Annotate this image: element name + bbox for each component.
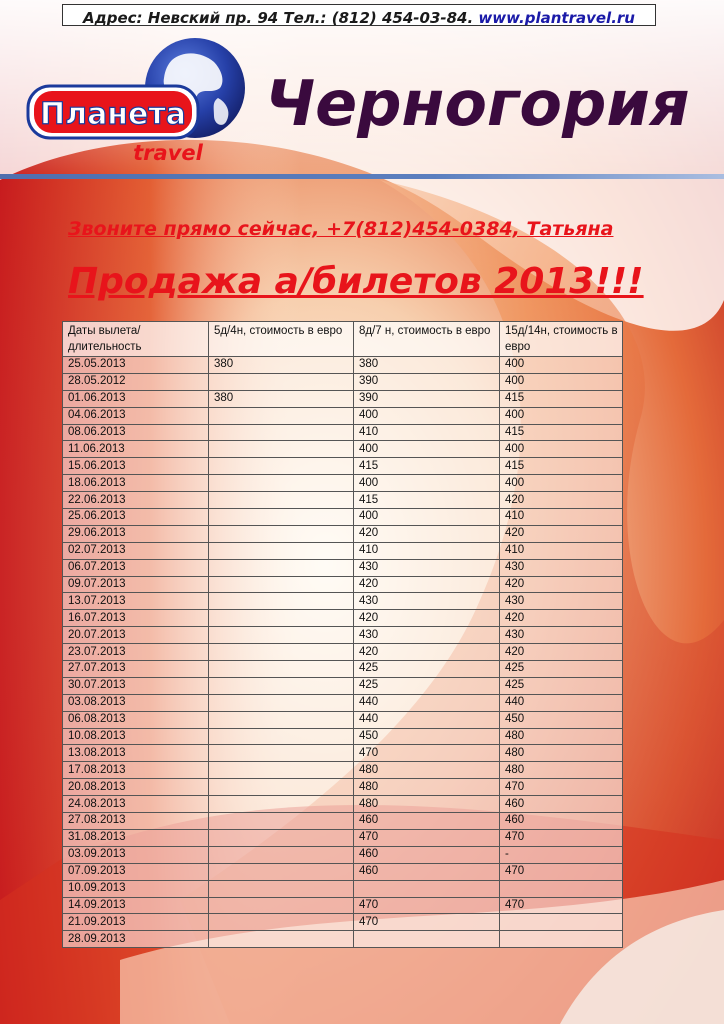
- price-8d-cell: 480: [354, 796, 500, 813]
- table-row: [63, 441, 623, 458]
- table-row: [63, 559, 623, 576]
- price-15d-cell: 470: [500, 829, 623, 846]
- price-8d-cell: 425: [354, 661, 500, 678]
- price-15d-cell: 420: [500, 644, 623, 661]
- date-cell: 13.08.2013: [63, 745, 209, 762]
- date-cell: 16.07.2013: [63, 610, 209, 627]
- address-bar: [62, 4, 656, 26]
- table-row: [63, 475, 623, 492]
- price-8d-cell: 410: [354, 542, 500, 559]
- price-table-body: [63, 357, 623, 948]
- price-8d-cell: 440: [354, 694, 500, 711]
- price-15d-cell: 420: [500, 492, 623, 509]
- price-5d-cell: [209, 694, 354, 711]
- price-15d-cell: 400: [500, 441, 623, 458]
- table-row: [63, 644, 623, 661]
- price-8d-cell: 390: [354, 373, 500, 390]
- price-8d-cell: 430: [354, 593, 500, 610]
- price-15d-cell: 460: [500, 796, 623, 813]
- price-8d-cell: 380: [354, 357, 500, 374]
- date-cell: 17.08.2013: [63, 762, 209, 779]
- price-5d-cell: [209, 711, 354, 728]
- price-8d-cell: [354, 880, 500, 897]
- date-cell: 23.07.2013: [63, 644, 209, 661]
- price-5d-cell: [209, 677, 354, 694]
- price-8d-cell: 460: [354, 813, 500, 830]
- table-row: [63, 745, 623, 762]
- price-15d-cell: 470: [500, 897, 623, 914]
- price-15d-cell: -: [500, 846, 623, 863]
- price-8d-cell: 430: [354, 627, 500, 644]
- price-15d-cell: 420: [500, 525, 623, 542]
- price-8d-cell: 420: [354, 525, 500, 542]
- date-cell: 02.07.2013: [63, 542, 209, 559]
- price-5d-cell: [209, 745, 354, 762]
- price-15d-cell: 480: [500, 762, 623, 779]
- date-cell: 08.06.2013: [63, 424, 209, 441]
- svg-text:travel: travel: [133, 141, 203, 165]
- date-cell: 18.06.2013: [63, 475, 209, 492]
- date-cell: 28.09.2013: [63, 931, 209, 948]
- price-8d-cell: 470: [354, 914, 500, 931]
- price-5d-cell: [209, 492, 354, 509]
- price-8d-cell: 450: [354, 728, 500, 745]
- svg-text:Планета: Планета: [39, 97, 187, 132]
- table-row: [63, 880, 623, 897]
- table-row: [63, 863, 623, 880]
- price-5d-cell: [209, 796, 354, 813]
- date-cell: 28.05.2012: [63, 373, 209, 390]
- price-15d-cell: 400: [500, 475, 623, 492]
- price-table: [62, 321, 623, 948]
- price-5d-cell: [209, 593, 354, 610]
- date-cell: 27.07.2013: [63, 661, 209, 678]
- price-15d-cell: 440: [500, 694, 623, 711]
- price-8d-cell: 410: [354, 424, 500, 441]
- table-row: [63, 661, 623, 678]
- table-row: [63, 458, 623, 475]
- price-15d-cell: 470: [500, 779, 623, 796]
- date-cell: 03.08.2013: [63, 694, 209, 711]
- price-15d-cell: 425: [500, 661, 623, 678]
- date-cell: 24.08.2013: [63, 796, 209, 813]
- price-8d-cell: 420: [354, 610, 500, 627]
- price-5d-cell: [209, 644, 354, 661]
- table-header-row: [63, 322, 623, 357]
- table-row: [63, 694, 623, 711]
- price-8d-cell: 400: [354, 475, 500, 492]
- date-cell: 06.07.2013: [63, 559, 209, 576]
- date-cell: 03.09.2013: [63, 846, 209, 863]
- date-cell: 27.08.2013: [63, 813, 209, 830]
- price-15d-cell: 430: [500, 593, 623, 610]
- header-15-days: 15д/14н, стоимость в евро: [500, 322, 623, 357]
- price-8d-cell: 420: [354, 644, 500, 661]
- price-5d-cell: [209, 559, 354, 576]
- address-text: Адрес: Невский пр. 94 Тел.: (812) 454-03-84.: [83, 9, 474, 26]
- table-row: [63, 728, 623, 745]
- price-8d-cell: 400: [354, 509, 500, 526]
- price-5d-cell: [209, 542, 354, 559]
- price-15d-cell: 415: [500, 390, 623, 407]
- price-15d-cell: 450: [500, 711, 623, 728]
- price-8d-cell: 480: [354, 762, 500, 779]
- price-8d-cell: 470: [354, 897, 500, 914]
- table-row: [63, 779, 623, 796]
- price-15d-cell: 400: [500, 357, 623, 374]
- price-8d-cell: 480: [354, 779, 500, 796]
- header-divider: [0, 174, 724, 179]
- date-cell: 31.08.2013: [63, 829, 209, 846]
- header-8-days: 8д/7 н, стоимость в евро: [354, 322, 500, 357]
- table-row: [63, 576, 623, 593]
- date-cell: 20.07.2013: [63, 627, 209, 644]
- price-15d-cell: 430: [500, 627, 623, 644]
- price-5d-cell: [209, 373, 354, 390]
- date-cell: 10.09.2013: [63, 880, 209, 897]
- price-5d-cell: [209, 897, 354, 914]
- price-8d-cell: 400: [354, 407, 500, 424]
- price-8d-cell: 415: [354, 458, 500, 475]
- price-8d-cell: 420: [354, 576, 500, 593]
- table-row: [63, 525, 623, 542]
- date-cell: 01.06.2013: [63, 390, 209, 407]
- price-15d-cell: 420: [500, 576, 623, 593]
- price-15d-cell: [500, 880, 623, 897]
- price-15d-cell: 430: [500, 559, 623, 576]
- table-row: [63, 390, 623, 407]
- price-8d-cell: 470: [354, 829, 500, 846]
- date-cell: 14.09.2013: [63, 897, 209, 914]
- price-8d-cell: 430: [354, 559, 500, 576]
- price-5d-cell: [209, 407, 354, 424]
- date-cell: 13.07.2013: [63, 593, 209, 610]
- price-5d-cell: 380: [209, 390, 354, 407]
- table-row: [63, 846, 623, 863]
- price-5d-cell: [209, 846, 354, 863]
- date-cell: 25.06.2013: [63, 509, 209, 526]
- table-row: [63, 796, 623, 813]
- price-5d-cell: [209, 728, 354, 745]
- price-15d-cell: [500, 914, 623, 931]
- table-row: [63, 610, 623, 627]
- price-15d-cell: 470: [500, 863, 623, 880]
- price-15d-cell: 415: [500, 458, 623, 475]
- header-dates: Даты вылета/длительность: [63, 322, 209, 357]
- price-8d-cell: 460: [354, 846, 500, 863]
- date-cell: 25.05.2013: [63, 357, 209, 374]
- page-title: Черногория: [265, 67, 690, 140]
- date-cell: 29.06.2013: [63, 525, 209, 542]
- table-row: [63, 424, 623, 441]
- table-row: [63, 931, 623, 948]
- table-row: [63, 357, 623, 374]
- price-5d-cell: [209, 813, 354, 830]
- date-cell: 10.08.2013: [63, 728, 209, 745]
- price-8d-cell: 400: [354, 441, 500, 458]
- price-5d-cell: [209, 931, 354, 948]
- price-15d-cell: [500, 931, 623, 948]
- price-8d-cell: [354, 931, 500, 948]
- date-cell: 07.09.2013: [63, 863, 209, 880]
- price-8d-cell: 460: [354, 863, 500, 880]
- date-cell: 04.06.2013: [63, 407, 209, 424]
- date-cell: 06.08.2013: [63, 711, 209, 728]
- date-cell: 20.08.2013: [63, 779, 209, 796]
- table-row: [63, 897, 623, 914]
- price-8d-cell: 425: [354, 677, 500, 694]
- table-row: [63, 593, 623, 610]
- table-row: [63, 677, 623, 694]
- date-cell: 15.06.2013: [63, 458, 209, 475]
- date-cell: 30.07.2013: [63, 677, 209, 694]
- price-5d-cell: [209, 525, 354, 542]
- price-5d-cell: [209, 762, 354, 779]
- table-row: [63, 711, 623, 728]
- price-5d-cell: [209, 661, 354, 678]
- price-8d-cell: 415: [354, 492, 500, 509]
- price-5d-cell: [209, 458, 354, 475]
- price-15d-cell: 410: [500, 509, 623, 526]
- price-8d-cell: 390: [354, 390, 500, 407]
- table-row: [63, 813, 623, 830]
- table-row: [63, 762, 623, 779]
- price-15d-cell: 400: [500, 373, 623, 390]
- header-5-days: 5д/4н, стоимость в евро: [209, 322, 354, 357]
- price-15d-cell: 480: [500, 728, 623, 745]
- planeta-travel-logo: [22, 28, 262, 168]
- price-15d-cell: 420: [500, 610, 623, 627]
- table-row: [63, 509, 623, 526]
- price-5d-cell: 380: [209, 357, 354, 374]
- website-link[interactable]: www.plantravel.ru: [478, 9, 635, 26]
- price-15d-cell: 410: [500, 542, 623, 559]
- date-cell: 21.09.2013: [63, 914, 209, 931]
- price-5d-cell: [209, 880, 354, 897]
- price-5d-cell: [209, 829, 354, 846]
- date-cell: 11.06.2013: [63, 441, 209, 458]
- contact-line: Звоните прямо сейчас, +7(812)454-0384, Татьяна: [68, 218, 614, 240]
- table-row: [63, 627, 623, 644]
- price-5d-cell: [209, 610, 354, 627]
- price-5d-cell: [209, 576, 354, 593]
- price-8d-cell: 470: [354, 745, 500, 762]
- price-15d-cell: 460: [500, 813, 623, 830]
- price-5d-cell: [209, 509, 354, 526]
- sale-heading: Продажа а/билетов 2013!!!: [68, 261, 644, 302]
- price-5d-cell: [209, 424, 354, 441]
- price-15d-cell: 415: [500, 424, 623, 441]
- table-row: [63, 542, 623, 559]
- price-8d-cell: 440: [354, 711, 500, 728]
- table-row: [63, 407, 623, 424]
- date-cell: 09.07.2013: [63, 576, 209, 593]
- price-15d-cell: 400: [500, 407, 623, 424]
- price-5d-cell: [209, 627, 354, 644]
- price-5d-cell: [209, 863, 354, 880]
- date-cell: 22.06.2013: [63, 492, 209, 509]
- price-5d-cell: [209, 475, 354, 492]
- table-row: [63, 829, 623, 846]
- table-row: [63, 373, 623, 390]
- price-5d-cell: [209, 441, 354, 458]
- price-5d-cell: [209, 914, 354, 931]
- price-5d-cell: [209, 779, 354, 796]
- table-row: [63, 492, 623, 509]
- price-15d-cell: 425: [500, 677, 623, 694]
- table-row: [63, 914, 623, 931]
- price-15d-cell: 480: [500, 745, 623, 762]
